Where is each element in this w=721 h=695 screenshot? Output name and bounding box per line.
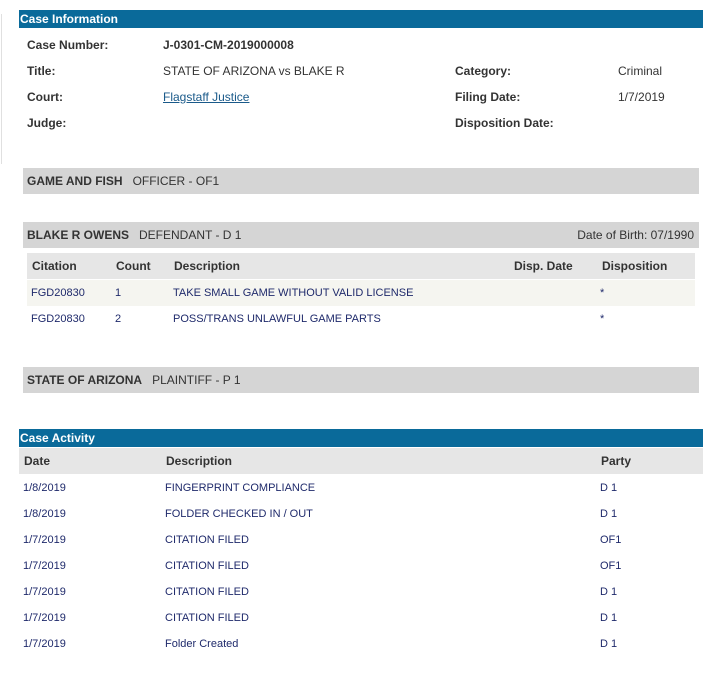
activity-description: CITATION FILED <box>165 586 249 598</box>
charge-row <box>27 280 695 306</box>
officer-party-bar <box>23 168 699 194</box>
activity-party: D 1 <box>600 482 618 494</box>
activity-date: 1/8/2019 <box>23 508 66 520</box>
activity-row <box>19 605 703 631</box>
charge-row <box>27 306 695 332</box>
officer-role: OFFICER - OF1 <box>132 174 220 188</box>
activity-description: CITATION FILED <box>165 560 249 572</box>
activity-date: 1/7/2019 <box>23 534 66 546</box>
activity-party: OF1 <box>600 560 622 572</box>
activity-row <box>19 527 703 553</box>
activity-date: 1/7/2019 <box>23 586 66 598</box>
charge-count: 2 <box>115 313 122 325</box>
activity-row <box>19 579 703 605</box>
charge-count: 1 <box>115 287 122 299</box>
activity-row <box>19 475 703 501</box>
activity-date: 1/8/2019 <box>23 482 66 494</box>
plaintiff-role: PLAINTIFF - P 1 <box>152 373 241 387</box>
filing-date-value: 1/7/2019 <box>618 90 665 104</box>
col-date: Date <box>24 454 51 468</box>
plaintiff-name: STATE OF ARIZONA <box>27 373 143 387</box>
activity-party: D 1 <box>600 586 618 598</box>
defendant-party-bar <box>23 222 699 248</box>
court-link[interactable]: Flagstaff Justice <box>163 90 250 104</box>
plaintiff-party-bar <box>23 367 699 393</box>
col-disp-date: Disp. Date <box>514 259 573 273</box>
case-activity-header: Case Activity <box>19 429 703 447</box>
charge-description: POSS/TRANS UNLAWFUL GAME PARTS <box>173 313 381 325</box>
activity-date: 1/7/2019 <box>23 612 66 624</box>
activity-party: D 1 <box>600 508 618 520</box>
col-description: Description <box>174 259 241 273</box>
col-citation: Citation <box>32 259 77 273</box>
col-count: Count <box>116 259 151 273</box>
case-number-label: Case Number: <box>27 38 109 52</box>
activity-description: CITATION FILED <box>165 534 249 546</box>
activity-date: 1/7/2019 <box>23 638 66 650</box>
charge-citation: FGD20830 <box>31 287 85 299</box>
activity-description: CITATION FILED <box>165 612 249 624</box>
charge-citation: FGD20830 <box>31 313 85 325</box>
activity-date: 1/7/2019 <box>23 560 66 572</box>
activity-description: Folder Created <box>165 638 239 650</box>
judge-label: Judge: <box>27 116 67 130</box>
left-edge-line <box>1 14 2 164</box>
title-label: Title: <box>27 64 56 78</box>
defendant-role: DEFENDANT - D 1 <box>139 228 242 242</box>
activity-party: D 1 <box>600 612 618 624</box>
officer-name: GAME AND FISH <box>27 174 123 188</box>
defendant-dob: Date of Birth: 07/1990 <box>577 228 694 242</box>
title-value: STATE OF ARIZONA vs BLAKE R <box>163 64 345 78</box>
activity-row <box>19 501 703 527</box>
col-activity-description: Description <box>166 454 233 468</box>
activity-party: D 1 <box>600 638 618 650</box>
activity-description: FINGERPRINT COMPLIANCE <box>165 482 316 494</box>
activity-row <box>19 553 703 579</box>
category-value: Criminal <box>618 64 663 78</box>
activity-table-header <box>19 448 703 474</box>
defendant-name: BLAKE R OWENS <box>27 228 129 242</box>
category-label: Category: <box>455 64 512 78</box>
disposition-date-label: Disposition Date: <box>455 116 554 130</box>
col-party: Party <box>601 454 632 468</box>
activity-party: OF1 <box>600 534 622 546</box>
charge-description: TAKE SMALL GAME WITHOUT VALID LICENSE <box>173 287 414 299</box>
charge-disposition: * <box>600 287 605 299</box>
case-information-header: Case Information <box>19 10 703 28</box>
charge-disposition: * <box>600 313 605 325</box>
activity-description: FOLDER CHECKED IN / OUT <box>165 508 313 520</box>
case-number-value: J-0301-CM-2019000008 <box>163 38 294 52</box>
col-disposition: Disposition <box>602 259 668 273</box>
activity-row <box>19 631 703 657</box>
charges-table-header <box>27 253 695 279</box>
filing-date-label: Filing Date: <box>455 90 521 104</box>
court-label: Court: <box>27 90 63 104</box>
